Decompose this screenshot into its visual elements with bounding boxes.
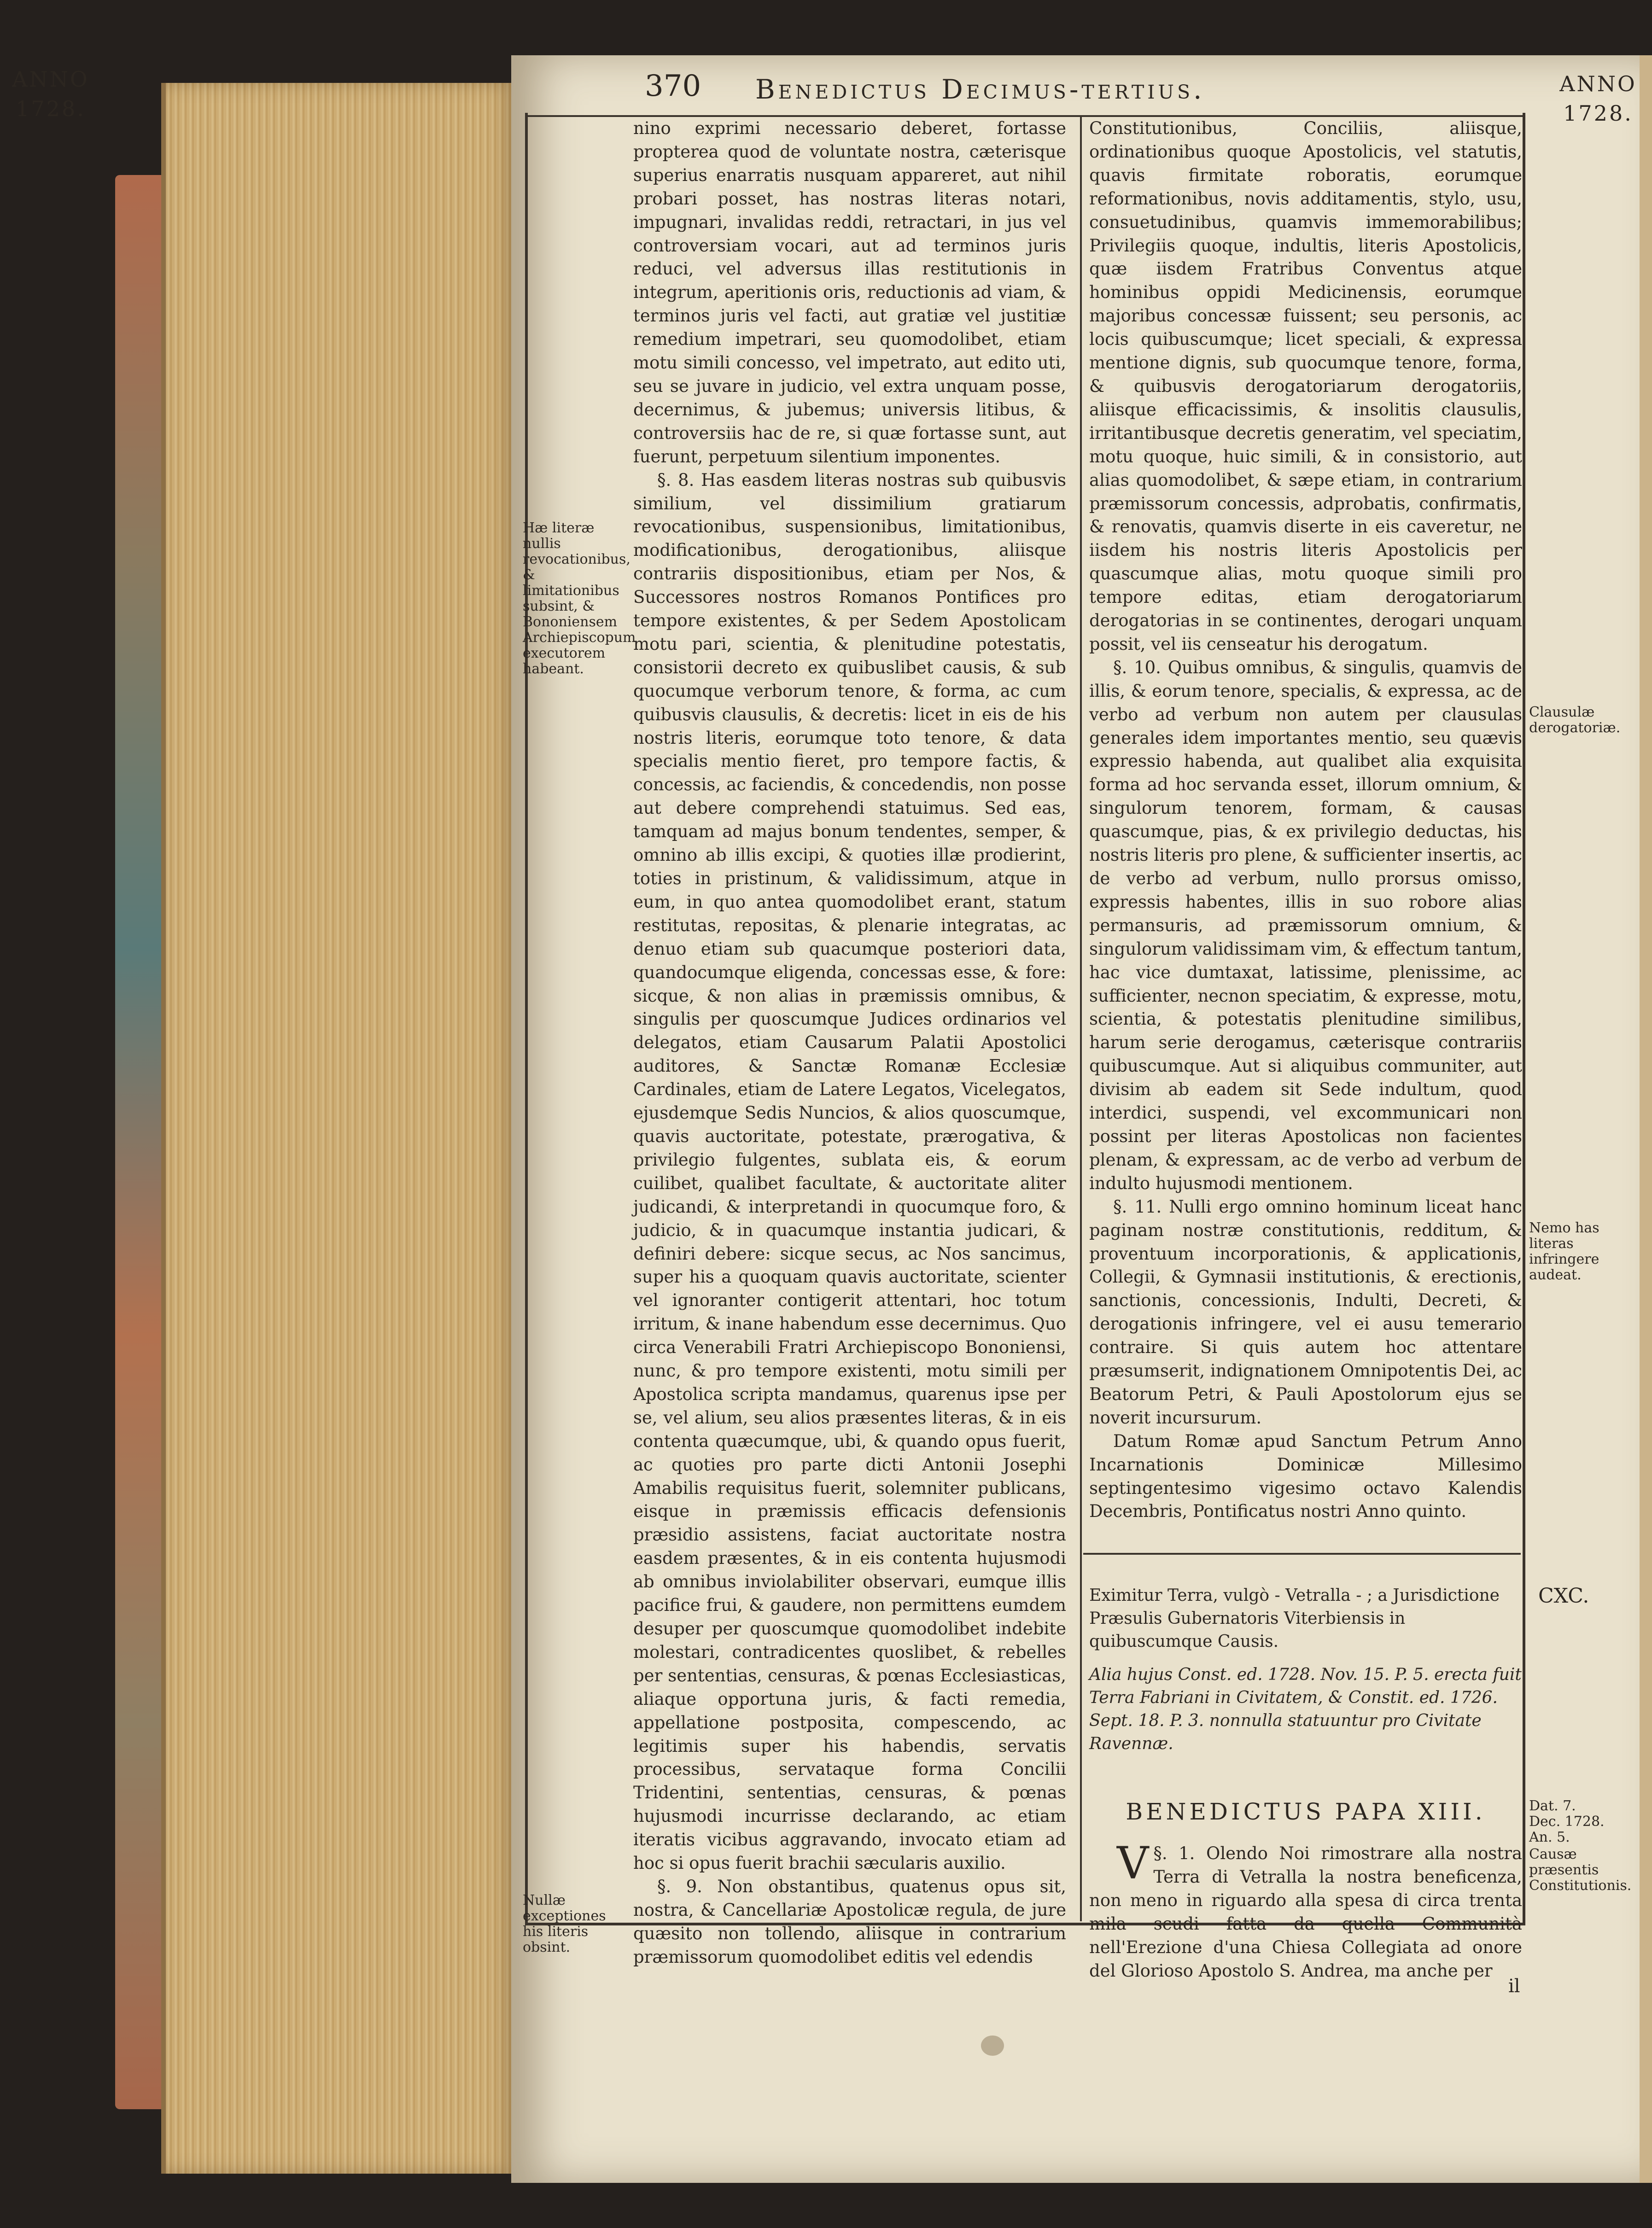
- paragraph: §. 11. Nulli ergo omnino hominum liceat hanc paginam nostræ constitutionis, redditum, & proventuum incorporationis, & applicationis, Collegii, & Gymnasii institutionis, & erectionis, sanctionis, concessionis, Indulti, Decreti, & derogationis infringere, vel ei ausu temerario contraire. Si quis autem hoc attentare præsumserit, indignationem Omnipotentis Dei, ac Beatorum Petri, & Pauli Apostolorum ejus se noverit incursurum.: [1089, 1196, 1522, 1428]
- year-left: 1728.: [16, 96, 86, 121]
- header-year-left: [0, 64, 101, 123]
- margin-note-right: Clausulæ derogatoriæ.: [1529, 704, 1621, 736]
- section-label: §. 1.: [1153, 1843, 1195, 1863]
- italian-body: Olendo Noi rimostrare alla nostra Terra di Vetralla la nostra beneficenza, non meno in riguardo alla spesa di circa trenta mila scudi fatta da quella Communità nell'Erezione d'una Chiesa Collegiata ad onore del Glorioso Apostolo S. Andrea, ma anche per: [1089, 1843, 1523, 1981]
- paragraph: nino exprimi necessario deberet, fortasse propterea quod de voluntate nostra, cæterisque superius enarratis nusquam appareret, aut nihil probari posset, has nostras literas notari, impugnari, invalidas reddi, retractari, in jus vel controversiam vocari, aut ad terminos juris reduci, vel adversus illas restitutionis in integrum, aperitionis oris, reductionis ad viam, & terminos juris vel facti, aut gratiæ vel justitiæ remedium impetrari, seu quomodolibet, etiam motu simili concesso, vel impetrato, aut edito uti, seu se juvare in judicio, vel extra unquam posse, decernimus, & jubemus; universis litibus, & controversiis hac de re, si quæ fortasse sunt, aut fuerunt, perpetuum silentium imponentes.: [633, 118, 1066, 467]
- header-year-right: [1547, 69, 1649, 128]
- summary-text: Eximitur Terra, vulgò - Vetralla - ; a Jurisdictione Præsulis Gubernatoris Viterbiensis in quibuscumque Causis.: [1089, 1586, 1500, 1651]
- paper-stain: [981, 2036, 1004, 2056]
- left-column: [633, 117, 1066, 1969]
- running-title: Benedictus Decimus-tertius.: [755, 74, 1205, 105]
- page-edges: [161, 83, 516, 2174]
- year-label-right: ANNO: [1559, 71, 1637, 96]
- margin-note-right: Causæ præsentis Constitutionis.: [1529, 1846, 1632, 1894]
- next-page-edge: [1640, 55, 1652, 2183]
- year-label-left: ANNO: [12, 67, 89, 92]
- rubric: BENEDICTUS PAPA XIII.: [1126, 1798, 1486, 1825]
- constitution-number: CXC.: [1538, 1584, 1589, 1608]
- margin-note-right: Nemo has literas infringere audeat.: [1529, 1220, 1599, 1283]
- paragraph: §. 10. Quibus omnibus, & singulis, quamvis de illis, & eorum tenore, specialis, & expressa, ac de verbo ad verbum non autem per clausulas generales idem importantes mentio, seu quævis expressio habenda, aut qualibet alia exquisita forma ad hoc servanda esset, illorum omnium, & singulorum tenorem, formam, & causas quascumque, pias, & ex privilegio deductas, his nostris literis pro plene, & sufficienter insertis, ac de verbo ad verbum, nullo prorsus omisso, expressis habentes, illis in suo robore alias permansuris, ad præmissorum omnium, & singulorum validissimam vim, & effectum tantum, hac vice dumtaxat, latissime, plenissime, ac sufficienter, necnon speciatim, & expresse, motu, scientia, & potestatis plenitudine similibus, harum serie derogamus, cæterisque contrariis quibuscumque. Aut si aliquibus communiter, aut divisim ab eadem sit Sede indultum, quod interdici, suspendi, vel excommunicari non possint per literas Apostolicas non facientes plenam, & expressam, ac de verbo ad verbum de indulto hujusmodi mentionem.: [1089, 657, 1522, 1193]
- paragraph: §. 9. Non obstantibus, quatenus opus sit, nostra, & Cancellariæ Apostolicæ regula, de jure quæsito non tollendo, aliisque in contrarium præmissorum quomodolibet editis vel edendis: [633, 1876, 1066, 1967]
- year-right: 1728.: [1563, 101, 1633, 126]
- catchword: il: [1508, 1976, 1520, 1997]
- column-rule: [1080, 116, 1082, 1921]
- right-column: [1089, 117, 1522, 1523]
- paragraph: Datum Romæ apud Sanctum Petrum Anno Incarnationis Dominicæ Millesimo septingentesimo vigesimo octavo Kalendis Decembris, Pontificatus nostri Anno quinto.: [1089, 1431, 1522, 1522]
- margin-note-left: Hæ literæ nullis revocationibus, & limitationibus subsint, & Bononiensem Archiepiscopum executorem habeant.: [523, 520, 636, 677]
- margin-note-right: Dat. 7. Dec. 1728. An. 5.: [1529, 1798, 1605, 1845]
- drop-cap: V: [1117, 1837, 1149, 1889]
- page-number: 370: [645, 69, 701, 103]
- constitution-summary: [1089, 1584, 1522, 1756]
- section-separator: [1083, 1553, 1521, 1555]
- margin-note-left: Nullæ exceptiones his literis obsint.: [523, 1892, 606, 1955]
- paragraph: Constitutionibus, Conciliis, aliisque, ordinationibus quoque Apostolicis, vel statutis, quavis firmitate roboratis, eorumque reformationibus, novis additamentis, stylo, usu, consuetudinibus, quamvis immemorabilibus; Privilegiis quoque, indultis, literis Apostolicis, quæ iisdem Fratribus Conventus atque hominibus oppidi Medicinensis, eorumque majoribus concessæ fuissent; seu personis, ac locis quibuscumque; licet speciali, & expressa mentione dignis, sub quocumque tenore, forma, & quibusvis derogatoriarum derogatoriis, aliisque efficacissimis, & insolitis clausulis, irritantibusque decretis generatim, vel speciatim, motu quoque, huic simili, & in consistorio, aut alias quomodolibet, & sæpe etiam, in contrarium præmissorum concessis, adprobatis, confirmatis, & renovatis, quamvis diserte in eis caveretur, ne iisdem his nostris literis Apostolicis per quascumque alias, motu quoque simili pro tempore editas, etiam derogatoriarum derogatorias in se continentes, derogari unquam possit, vel iis censeatur his derogatum.: [1089, 118, 1522, 654]
- italian-text: [1089, 1837, 1523, 1983]
- paragraph: §. 8. Has easdem literas nostras sub quibusvis similium, vel dissimilium gratiarum revocationibus, suspensionibus, limitationibus, modificationibus, derogationibus, aliisque contrariis dispositionibus, etiam per Nos, & Successores nostros Romanos Pontifices pro tempore existentes, & per Sedem Apostolicam motu pari, scientia, & plenitudine potestatis, consistorii decreto ex quibuslibet causis, & sub quocumque verborum tenore, & forma, ac cum quibusvis clausulis, & decretis: licet in eis de his nostris literis, eorumque toto tenore, & data specialis mentio fieret, pro tempore factis, & concessis, ac faciendis, & concedendis, non posse aut debere comprehendi statuimus. Sed eas, tamquam ad majus bonum tendentes, semper, & omnino ab illis excipi, & quoties illæ prodierint, toties in pristinum, & validissimum, atque in eum, in quo antea quomodolibet erant, statum restitutas, repositas, & plenarie integratas, ac denuo etiam sub quacumque posteriori data, quandocumque eligenda, concessas esse, & fore: sicque, & non alias in præmissis omnibus, & singulis per quoscumque Judices ordinarios vel delegatos, etiam Causarum Palatii Apostolici auditores, & Sanctæ Romanæ Ecclesiæ Cardinales, etiam de Latere Legatos, Vicelegatos, ejusdemque Sedis Nuncios, & alios quoscumque, quavis auctoritate, potestate, prærogativa, & privilegio fulgentes, sublata eis, & eorum cuilibet, qualibet facultate, & auctoritate aliter judicandi, & interpretandi in quocumque foro, & judicio, & in quacumque instantia judicari, & definiri debere: sicque secus, ac Nos sancimus, super his a quoquam quavis auctoritate, scienter vel ignoranter contigerit attentari, hoc totum irritum, & inane habendum esse decernimus. Quo circa Venerabili Fratri Archiepiscopo Bononiensi, nunc, & pro tempore existenti, motu simili per Apostolica scripta mandamus, quarenus ipse per se, vel alium, seu alios præsentes literas, & in eis contenta quæcumque, ubi, & quando opus fuerit, ac quoties pro parte dicti Antonii Josephi Amabilis requisitus fuerit, solemniter publicans, eisque in præmissis efficacis defensionis præsidio assistens, faciat auctoritate nostra easdem præsentes, & in eis contenta hujusmodi ab omnibus inviolabiliter observari, eumque illis pacifice frui, & gaudere, non permittens eumdem desuper per quoscumque quomodolibet indebite molestari, contradicentes quoslibet, & rebelles per sententias, censuras, & pœnas Ecclesiasticas, aliaque opportuna juris, & facti remedia, appellatione postposita, compescendo, ac legitimis super his habendis, servatis processibus, servataque forma Concilii Tridentini, sententias, censuras, & pœnas hujusmodi incurrisse declarando, ac etiam iteratis vicibus aggravando, invocato etiam ad hoc si opus fuerit brachii sæcularis auxilio.: [633, 470, 1066, 1873]
- summary-note: Alia hujus Const. ed. 1728. Nov. 15. P. 5. erecta fuit Terra Fabriani in Civitatem, & Constit. ed. 1726. Sept. 18. P. 3. nonnulla statuuntur pro Civitate Ravennæ.: [1089, 1665, 1522, 1753]
